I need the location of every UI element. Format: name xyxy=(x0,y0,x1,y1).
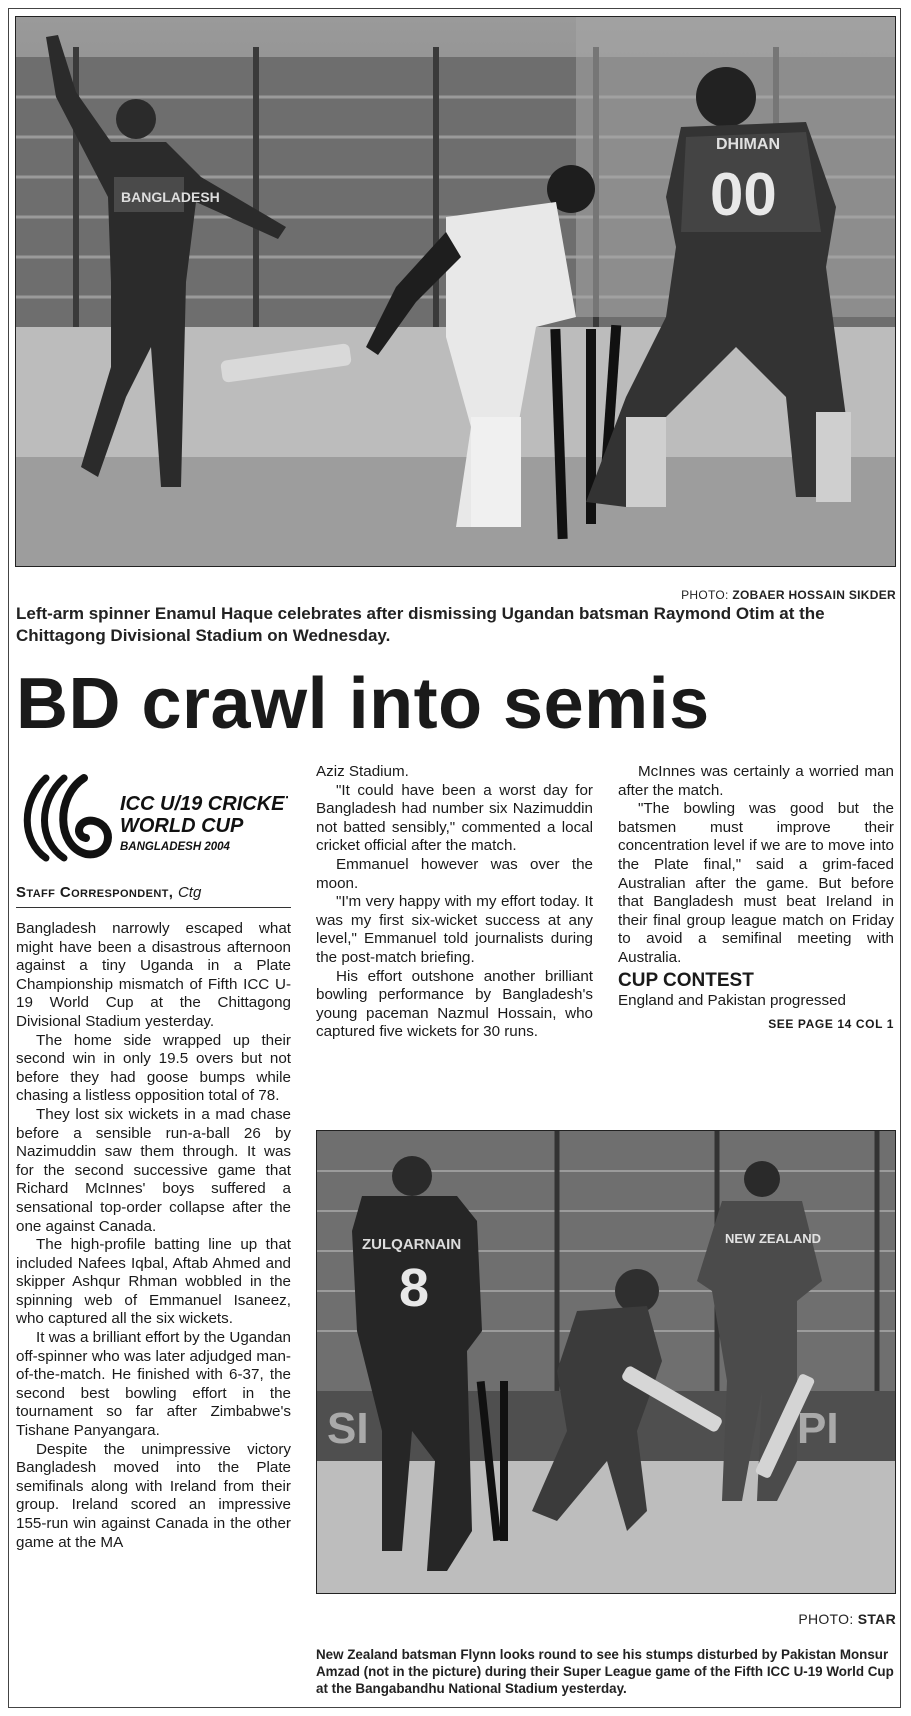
batsman-jersey-chest: NEW ZEALAND xyxy=(725,1231,822,1246)
paragraph: Aziz Stadium. xyxy=(316,763,409,780)
article-column-2 xyxy=(316,763,593,1042)
paragraph: They lost six wickets in a mad chase before a sensible run-a-ball 26 by Nazimuddin saw them through. It was for the second successive game that Richard McInnes' boys suffered a sensational top-order collapse after the one against Canada. xyxy=(16,1105,291,1235)
icc-u19-logo xyxy=(16,766,288,866)
cup-contest-heading: CUP CONTEST xyxy=(618,969,754,991)
paragraph: It was a brilliant effort by the Ugandan off-spinner who was later adjudged man-of-the-match. He finished with 6-37, the second best bowling effort in the tournament so far after Zimbabwe's Tishane Panyangara. xyxy=(16,1329,291,1440)
paragraph: England and Pakistan progressed xyxy=(618,992,846,1010)
keeper-jersey-number: 00 xyxy=(710,161,777,228)
svg-text:PI: PI xyxy=(797,1404,839,1453)
paragraph: McInnes was certainly a worried man after the match. xyxy=(618,763,894,799)
paragraph: The home side wrapped up their second win in only 19.5 overs but not before they had goose bumps while chasing a listless opposition total of 78. xyxy=(16,1031,291,1105)
paragraph: "I'm very happy with my effort today. It was my first six-wicket success at any level," Emmanuel told journalists during the post-match briefing. xyxy=(316,893,593,966)
byline: Staff Correspondent, Ctg xyxy=(16,884,291,908)
top-photo-caption: Left-arm spinner Enamul Haque celebrates after dismissing Ugandan batsman Raymond Otim at the Chittagong Divisional Stadium on Wednesday. xyxy=(16,604,825,645)
article-column-1 xyxy=(16,920,291,1552)
paragraph: The high-profile batting line up that included Nafees Iqbal, Aftab Ahmed and skipper Ashqur Rhman wobbled in the spinning web of Emmanuel Isaneez, who captured all the six wickets. xyxy=(16,1236,291,1328)
paragraph: Bangladesh narrowly escaped what might have been a disastrous afternoon against a tiny Uganda in a Plate Championship mismatch of Fifth ICC U-19 World Cup at the Chittagong Divisional Stadium yesterday. xyxy=(16,920,291,1030)
logo-line1: ICC U/19 CRICKET xyxy=(120,793,288,815)
fielder-jersey-name: ZULQARNAIN xyxy=(362,1236,462,1253)
bottom-photo-caption: New Zealand batsman Flynn looks round to see his stumps disturbed by Pakistan Monsur Amzad (not in the picture) during their Super League game of the Fifth ICC U-19 World Cup at the Bangabandhu National Stadium yesterday. xyxy=(316,1647,894,1696)
logo-line2: WORLD CUP xyxy=(120,815,244,837)
bottom-photo-credit: PHOTO: STAR xyxy=(798,1611,896,1627)
paragraph: "It could have been a worst day for Bangladesh had number six Nazimuddin not batted sensibly," commented a local cricket official after the match. xyxy=(316,781,593,855)
fielder-jersey-number: 8 xyxy=(399,1258,430,1318)
paragraph: Despite the unimpressive victory Bangladesh moved into the Plate semifinals along with Ireland from their group. Ireland scored an impressive 155-run win against Canada in the other game at the MA xyxy=(16,1440,291,1551)
paragraph: Emmanuel however was over the moon. xyxy=(316,855,593,892)
bottom-photo xyxy=(316,1130,896,1594)
swirl-icon xyxy=(27,778,108,858)
svg-text:SI: SI xyxy=(327,1404,369,1453)
headline: BD crawl into semis xyxy=(16,664,710,744)
see-page-link: SEE PAGE 14 COL 1 xyxy=(768,1016,894,1031)
keeper-jersey-name: DHIMAN xyxy=(716,136,780,153)
paragraph: His effort outshone another brilliant bowling performance by Bangladesh's young paceman Nazmul Hossain, who captured five wickets for 30 runs. xyxy=(316,967,593,1041)
article-column-3 xyxy=(618,763,894,1033)
logo-line3: BANGLADESH 2004 xyxy=(120,841,230,853)
paragraph: "The bowling was good but the batsmen must improve their concentration level if we are to move into the Plate final," said a grim-faced Australian after the game. But before that Bangladesh must beat Ireland in their final group league match on Friday to avoid a semifinal meeting with Australia. xyxy=(618,800,894,966)
top-photo-credit: PHOTO: ZOBAER HOSSAIN SIKDER xyxy=(681,588,896,602)
top-photo xyxy=(15,16,896,567)
top-bowler-jersey: BANGLADESH xyxy=(121,189,220,205)
